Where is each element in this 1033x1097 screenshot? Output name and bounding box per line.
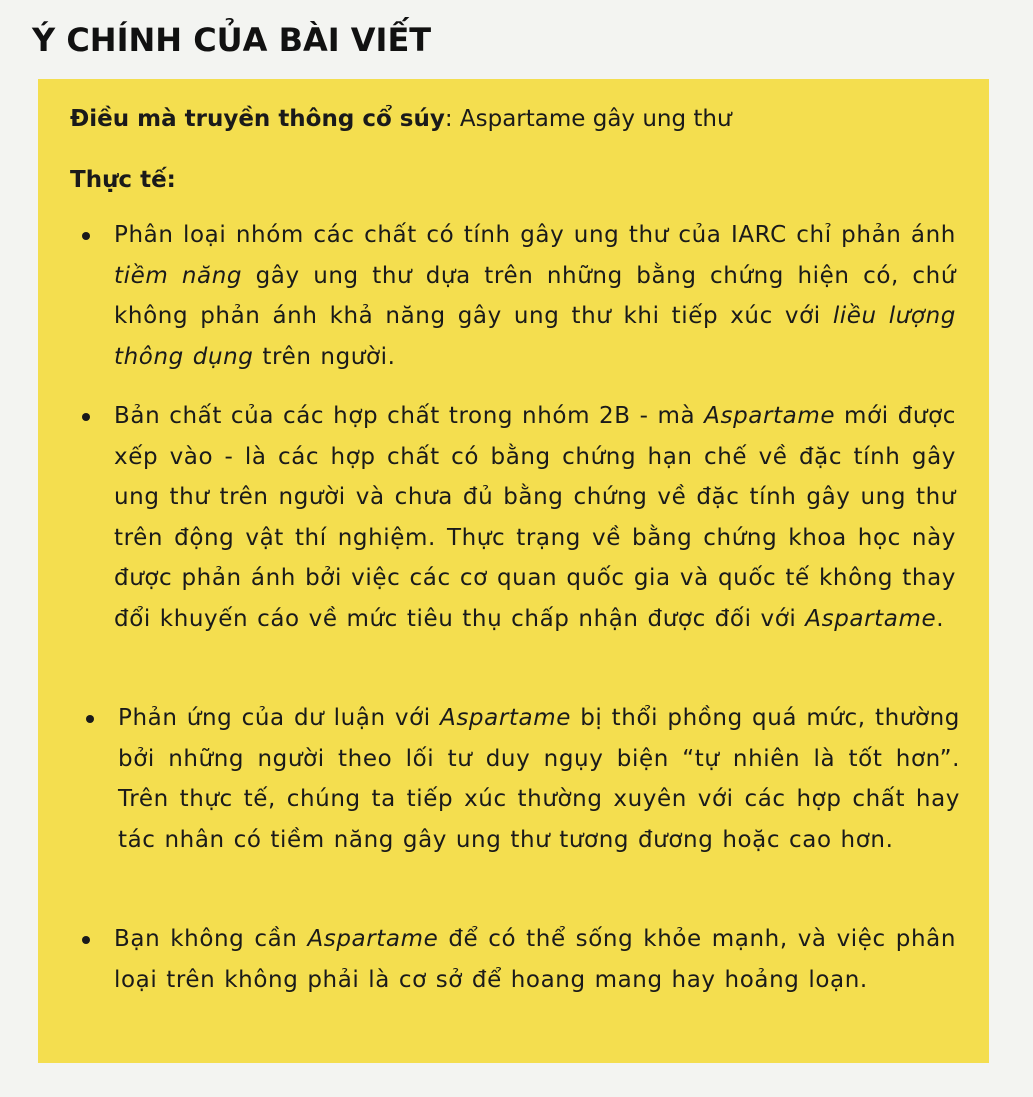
bullet-run: Phản ứng của dư luận với [118,705,441,731]
key-points-box [38,79,989,1063]
bullet-item-1 [86,215,956,377]
bullet-run: . [936,605,945,632]
reality-heading: Thực tế: [70,167,176,193]
bullet-run: Bản chất của các hợp chất trong nhóm 2B - mà [114,403,705,429]
bullet-dot [86,715,94,723]
bullet-emphasis: Aspartame [704,403,836,429]
bullet-emphasis: tiềm năng [114,262,243,289]
bullet-run: Bạn không cần [114,926,308,952]
page-title: Ý CHÍNH CỦA BÀI VIẾT [32,21,432,59]
bullet-item-2 [86,396,956,639]
bullet-item-4 [86,919,956,1000]
bullet-text [86,396,956,639]
bullet-run: Phân loại nhóm các chất có tính gây ung thư của IARC chỉ phản ánh [114,222,956,248]
bullet-emphasis: Aspartame [805,605,937,632]
media-claim-line [70,99,732,139]
bullet-item-3 [90,698,960,860]
media-claim-label: Điều mà truyền thông cổ súy [70,106,445,132]
bullet-run: trên người. [253,343,396,370]
bullet-dot [82,232,90,240]
bullet-run: mới được xếp vào - là các hợp chất có bằng chứng hạn chế về đặc tính gây ung thư trên người và chưa đủ bằng chứng về đặc tính gây ung thư trên động vật thí nghiệm. Thực trạng về bằng chứng khoa học này được phản ánh bởi việc các cơ quan quốc gia và quốc tế không thay đổi khuyến cáo về mức tiêu thụ chấp nhận được đối với [114,403,956,632]
bullet-text [86,919,956,1000]
bullet-dot [82,936,90,944]
bullet-run: bị thổi phồng quá mức, thường bởi những người theo lối tư duy ngụy biện “tự nhiên là tốt hơn”. Trên thực tế, chúng ta tiếp xúc thường xuyên với các hợp chất hay tác nhân có tiềm năng gây ung thư tương đương hoặc cao hơn. [118,705,960,853]
media-claim-separator: : [444,106,460,132]
bullet-run: gây ung thư dựa trên những bằng chứng hiện có, chứ không phản ánh khả năng gây ung thư khi tiếp xúc với [114,262,956,329]
bullet-dot [82,413,90,421]
bullet-text [90,698,960,860]
bullet-run: để có thể sống khỏe mạnh, và việc phân loại trên không phải là cơ sở để hoang mang hay hoảng loạn. [114,926,957,993]
bullet-emphasis: liều lượng thông dụng [114,303,956,370]
bullet-emphasis: Aspartame [307,926,439,952]
bullet-text [86,215,956,377]
media-claim-text: Aspartame gây ung thư [459,106,732,132]
bullet-emphasis: Aspartame [440,705,571,731]
